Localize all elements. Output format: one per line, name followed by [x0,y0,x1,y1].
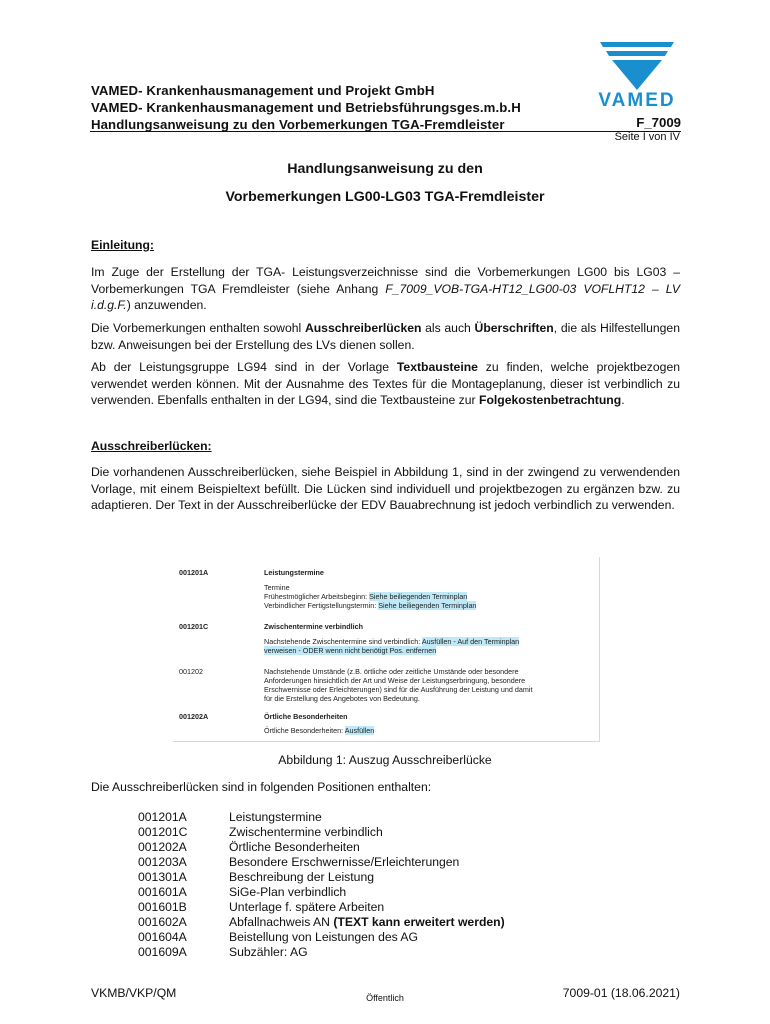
highlighted-gap: verweisen - ODER wenn nicht benötigt Pos. entfernen [264,646,437,655]
position-label: Zwischentermine verbindlich [229,825,383,839]
list-intro: Die Ausschreiberlücken sind in folgenden Positionen enthalten: [91,780,432,794]
position-code: 001602A [138,915,187,929]
figure-position-code: 001202 [179,667,203,676]
einleitung-paragraph-3: Ab der Leistungsgruppe LG94 sind in der Vorlage Textbausteine zu finden, welche projektbezogen verwendet werden können. Mit der Ausnahme des Textes für die Montageplanung, dieser ist verbindlich zu verwenden. Ebenfalls enthalten in der LG94, sind die Textbausteine zur Folgekostenbetrachtung. [91,360,680,407]
document-subject: Handlungsanweisung zu den Vorbemerkungen TGA-Fremdleister [91,117,505,132]
ausschreiber-paragraph: Die vorhandenen Ausschreiberlücken, siehe Beispiel in Abbildung 1, sind in der zwingend zu verwendenden Vorlage, mit einem Beispieltext befüllt. Die Lücken sind individuell und projektbezogen zu ergänzen bzw. zu adaptieren. Der Text in der Ausschreiberlücke der EDV Bauabrechnung ist jedoch verbindlich zu verwenden. [91,465,680,512]
page-number: Seite I von IV [614,131,680,143]
document-title-line-2: Vorbemerkungen LG00-LG03 TGA-Fremdleister [225,189,545,205]
position-label: Subzähler: AG [229,945,308,959]
position-code: 001202A [138,840,187,854]
position-code: 001601A [138,885,187,899]
position-code: 001301A [138,870,187,884]
header-divider [90,131,681,132]
vamed-logo-text: VAMED [598,90,676,111]
highlighted-gap: Siehe beiliegenden Terminplan [378,601,477,610]
position-label: Örtliche Besonderheiten [229,840,360,854]
position-label: Abfallnachweis AN (TEXT kann erweitert werden) [229,915,505,929]
position-label: Beistellung von Leistungen des AG [229,930,419,944]
position-label: Beschreibung der Leistung [229,870,374,884]
company-header [91,82,591,133]
position-code: 001201C [138,825,188,839]
figure-position-code: 001201C [179,622,209,631]
position-note: (TEXT kann erweitert werden) [333,915,505,929]
highlighted-gap: Siehe beiliegenden Terminplan [369,592,468,601]
einleitung-paragraph-2: Die Vorbemerkungen enthalten sowohl Ausschreiberlücken als auch Überschriften, die als Hilfestellungen bzw. Anweisungen bei der Erstellung des LVs dienen sollen. [91,321,680,352]
footer-version: 7009-01 (18.06.2021) [562,986,680,1000]
figure-position-title: Zwischentermine verbindlich [264,622,364,631]
heading-ausschreiberluecken: Ausschreiberlücken: [91,439,212,453]
document-title-line-1: Handlungsanweisung zu den [287,161,483,177]
footer-classification: Öffentlich [366,993,404,1003]
figure-caption: Abbildung 1: Auszug Ausschreiberlücke [278,753,492,767]
einleitung-paragraph-1: Im Zuge der Erstellung der TGA- Leistungsverzeichnisse sind die Vorbemerkungen LG00 bis LG03 – Vorbemerkungen TGA Fremdleister (siehe Anhang F_7009_VOB-TGA-HT12_LG00-03 VOFLHT12 – LV i.d.g.F.) anzuwenden. [91,265,680,312]
figure-position-code: 001201A [179,568,209,577]
figure-position-code: 001202A [179,712,209,721]
position-label: SiGe-Plan verbindlich [229,885,347,899]
position-label: Unterlage f. spätere Arbeiten [229,900,385,914]
position-code: 001203A [138,855,187,869]
highlighted-gap: Ausfüllen - Auf den Terminplan [421,637,520,646]
company-name-2: VAMED- Krankenhausmanagement und Betriebsführungsges.m.b.H [91,100,521,115]
figure-ausschreiberluecke: 001201A Leistungstermine Termine Frühestmöglicher Arbeitsbeginn: Siehe beiliegenden Terminplan Verbindlicher Fertigstellungstermin: Siehe beiliegenden Terminplan 001201C Zwischentermine verbindlich Nachstehende Zwischentermine sind verbindlich: Ausfüllen - Auf den Terminplan verweisen - ODER wenn nicht benötigt Pos. entfernen 001202 Nachstehende Umstände (z.B. örtliche oder zeitliche Umstände oder besondere Anforderungen hinsichtlich der Art und Weise der Leistungserbringung, besondere Erschwernisse oder Erleichterungen) sind für die Ausführung der Leistung und damit für die Erstellung des Angebotes von Bedeutung. 001202A Örtliche Besonderheiten Örtliche Besonderheiten: Ausfüllen [173,557,600,742]
position-label: Leistungstermine [229,810,322,824]
position-label: Besondere Erschwernisse/Erleichterungen [229,855,460,869]
highlighted-gap: Ausfüllen [344,726,375,735]
position-code: 001601B [138,900,187,914]
position-code: 001604A [138,930,187,944]
figure-position-title: Leistungstermine [264,568,324,577]
position-code: 001609A [138,945,187,959]
form-code: F_7009 [636,115,681,130]
footer-department: VKMB/VKP/QM [91,986,177,1000]
figure-position-title: Örtliche Besonderheiten [264,712,348,721]
company-name-1: VAMED- Krankenhausmanagement und Projekt GmbH [91,83,435,98]
position-code: 001201A [138,810,187,824]
heading-einleitung: Einleitung: [91,238,154,252]
